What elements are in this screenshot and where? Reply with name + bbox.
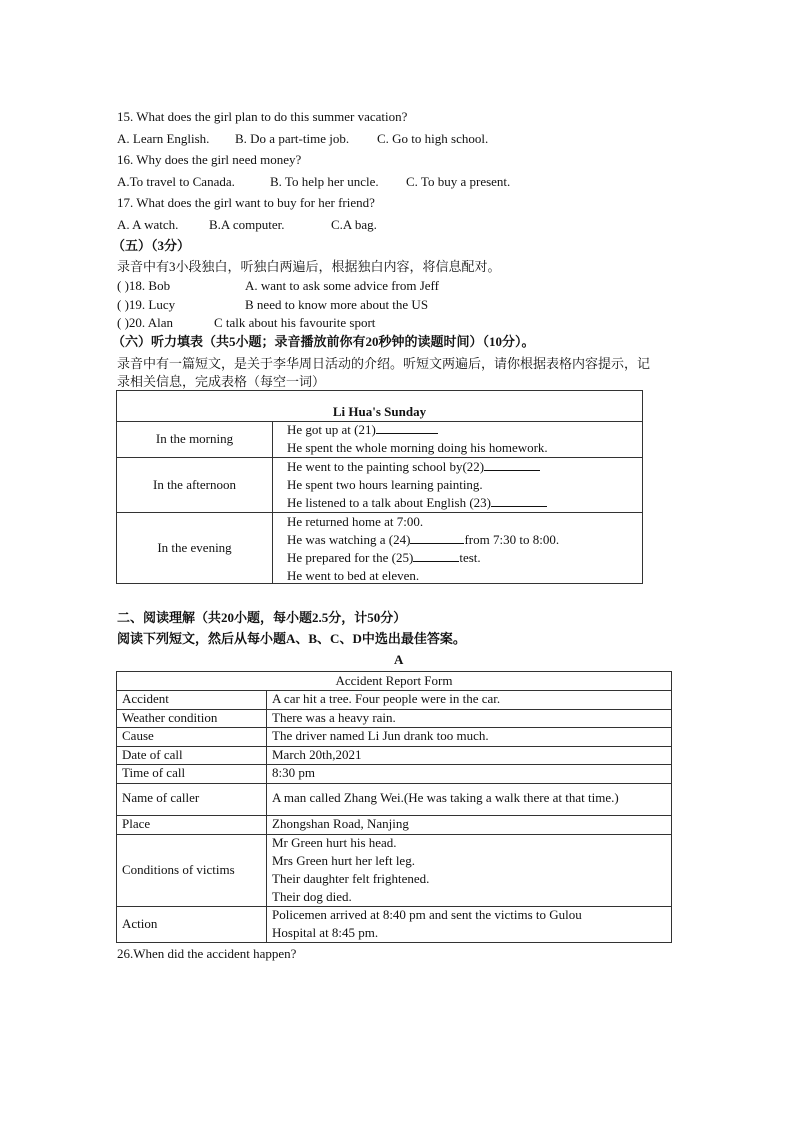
blank-22[interactable] [484,458,540,471]
option-15-c: C. Go to high school. [377,131,489,146]
form-title: Accident Report Form [335,673,453,688]
value-place: Zhongshan Road, Nanjing [272,816,409,831]
passage-label: A [394,652,404,667]
afternoon-line-2: He spent two hours learning painting. [287,477,483,492]
value-victims-1: Mr Green hurt his head. [272,835,397,850]
section-6-instruction-1: 录音中有一篇短文，是关于李华周日活动的介绍。听短文两遍后，请你根据表格内容提示，记 [117,356,651,371]
table-title: Li Hua's Sunday [332,404,427,419]
row-label-afternoon: In the afternoon [152,477,237,492]
match-item-18: ( )18. Bob A. want to ask some advice from Jeff [117,278,439,293]
afternoon-line-1: He went to the painting school by(22) [287,458,540,476]
match-item-20: ( )20. Alan C talk about his favourite sport [117,315,376,330]
match-item-19: ( )19. Lucy B need to know more about the US [117,297,429,312]
value-victims-4: Their dog died. [272,889,352,904]
value-caller: A man called Zhang Wei.(He was taking a walk there at that time.) [272,790,619,805]
evening-line-2: He was watching a (24) from 7:30 to 8:00. [287,532,560,547]
blank-21[interactable] [376,421,438,434]
question-17: 17. What does the girl want to buy for her friend? [117,195,375,210]
key-weather: Weather condition [122,710,218,725]
value-action-2: Hospital at 8:45 pm. [272,925,379,940]
section-5-instruction: 录音中有3小段独白，听独白两遍后，根据独白内容，将信息配对。 [117,259,501,274]
key-place: Place [122,816,151,831]
option-17-b: B.A computer. [209,217,285,232]
key-victims: Conditions of victims [122,862,235,877]
option-16-a: A.To travel to Canada. [117,174,235,189]
value-time: 8:30 pm [272,765,315,780]
morning-line-1: He got up at (21) [287,421,438,439]
options-15 [117,130,488,148]
section-6-heading: （六）听力填表（共5小题；录音播放前你有20秒钟的读题时间）（10分）。 [112,334,535,349]
key-action: Action [122,916,158,931]
value-victims-3: Their daughter felt frightened. [272,871,430,886]
key-cause: Cause [122,728,154,743]
value-cause: The driver named Li Jun drank too much. [272,728,489,743]
accident-report-table [116,671,672,943]
key-time: Time of call [122,765,186,780]
evening-line-1: He returned home at 7:00. [287,514,424,529]
reading-heading: 二、阅读理解（共20小题，每小题2.5分，计50分） [117,610,407,625]
section-6-instruction-2: 录相关信息，完成表格（每空一词） [117,374,326,389]
option-17-c: C.A bag. [331,217,377,232]
row-label-morning: In the morning [155,431,234,446]
blank-23[interactable] [491,494,547,507]
value-victims-2: Mrs Green hurt her left leg. [272,853,415,868]
afternoon-line-3: He listened to a talk about English (23) [287,494,547,512]
evening-line-4: He went to bed at eleven. [287,568,420,583]
key-caller: Name of caller [122,790,200,805]
options-17 [117,216,377,234]
section-5-heading: （五）（3分） [112,238,191,253]
option-17-a: A. A watch. [117,217,179,232]
key-accident: Accident [122,691,169,706]
option-16-b: B. To help her uncle. [270,174,379,189]
option-16-c: C. To buy a present. [406,174,511,189]
evening-line-3: He prepared for the (25) test. [287,550,481,565]
lihua-sunday-table [116,390,643,584]
option-15-b: B. Do a part-time job. [235,131,350,146]
value-accident: A car hit a tree. Four people were in the car. [272,691,501,706]
blank-24[interactable] [410,531,464,544]
blank-25[interactable] [413,549,459,562]
option-15-a: A. Learn English. [117,131,210,146]
question-26: 26.When did the accident happen? [117,946,297,961]
value-action-1: Policemen arrived at 8:40 pm and sent the victims to Gulou [272,907,582,922]
morning-line-2: He spent the whole morning doing his homework. [287,440,548,455]
options-16 [117,173,510,191]
question-16: 16. Why does the girl need money? [117,152,302,167]
value-weather: There was a heavy rain. [272,710,396,725]
value-date: March 20th,2021 [272,747,362,762]
reading-instruction: 阅读下列短文，然后从每小题A、B、C、D中选出最佳答案。 [117,631,466,646]
key-date: Date of call [122,747,183,762]
question-15: 15. What does the girl plan to do this summer vacation? [117,109,408,124]
row-label-evening: In the evening [157,540,232,555]
